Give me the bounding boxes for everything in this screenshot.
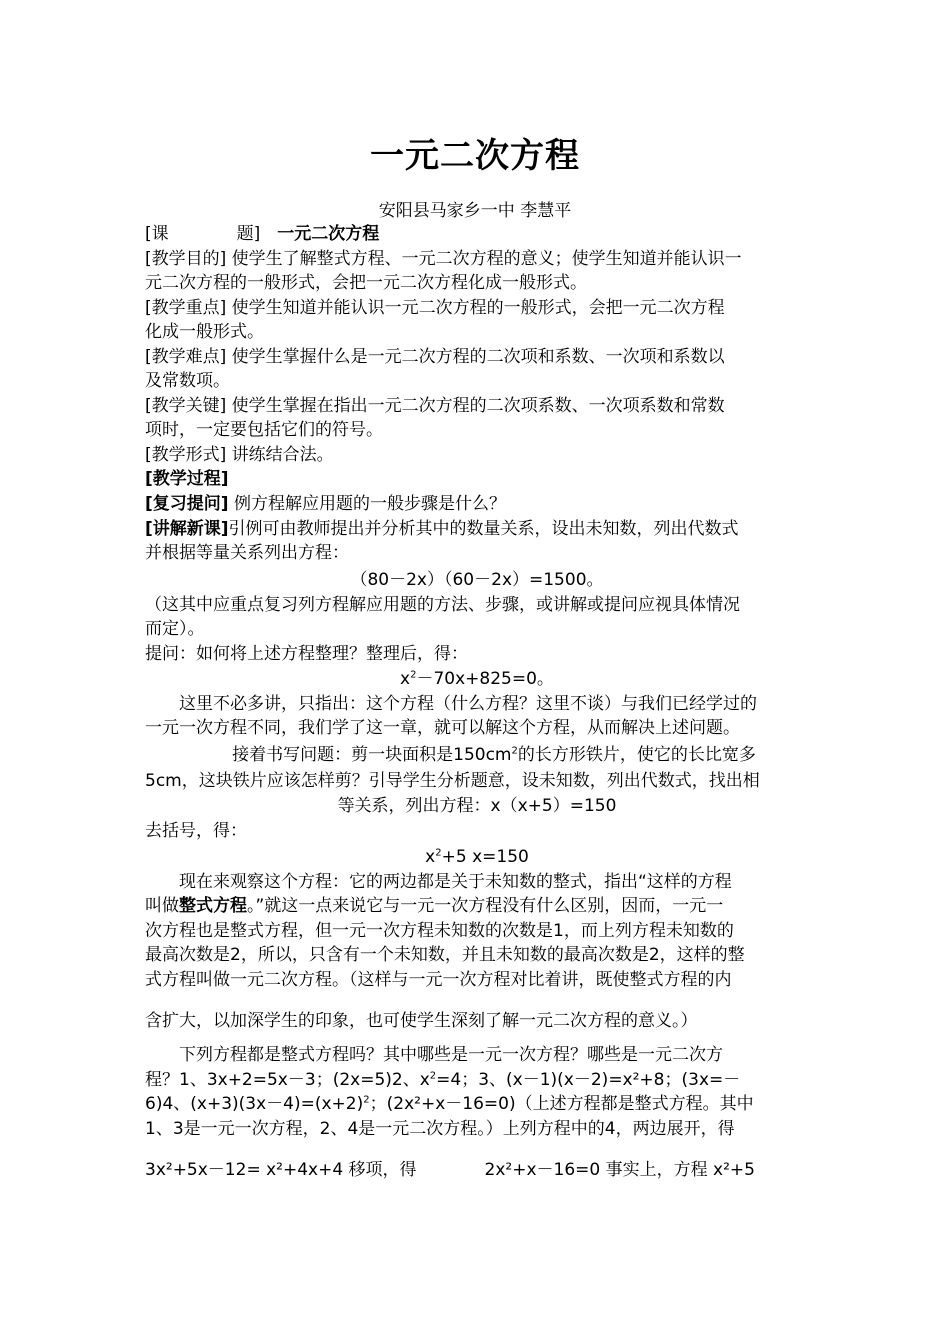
text-line <box>145 716 809 740</box>
text-span: 2 <box>511 745 518 757</box>
text-line <box>145 919 809 943</box>
text-span: 最高次数是2，所以，只含有一个未知数，并且未知数的最高次数是2，这样的整 <box>145 945 745 965</box>
text-line <box>145 667 809 691</box>
text-line <box>145 968 809 992</box>
text-span: 而定）。 <box>145 619 205 639</box>
text-line <box>145 943 809 967</box>
text-span: 元二次方程的一般形式，会把一元二次方程化成一般形式。 <box>145 273 587 293</box>
text-line <box>145 845 809 869</box>
text-span: 2 <box>435 847 442 859</box>
text-line <box>145 794 809 818</box>
text-span: 含扩大，以加深学生的印象，也可使学生深刻了解一元二次方程的意义。） <box>145 1011 698 1031</box>
text-span: 化成一般形式。 <box>145 322 264 342</box>
text-line <box>145 443 809 467</box>
text-line <box>145 1009 809 1033</box>
text-span: 3x²+5x－12= x²+4x+4 移项，得 2x²+x－16=0 事实上，方程 x²+5 <box>145 1160 755 1180</box>
text-span: 接着书写问题：剪一块面积是150cm <box>198 745 512 765</box>
text-span: [复习提问] <box>145 494 229 514</box>
text-span: （80－2x）（60－2x）=1500。 <box>350 570 604 590</box>
text-span: 叫做 <box>145 896 179 916</box>
text-line <box>145 1092 809 1116</box>
text-span: 及常数项。 <box>145 371 230 391</box>
text-line <box>145 568 809 592</box>
text-line <box>145 1158 809 1182</box>
text-span: 式方程叫做一元二次方程。（这样与一元一次方程对比着讲，既使整式方程的内 <box>145 970 732 990</box>
text-span: 1、3是一元一次方程，2、4是一元二次方程。）上列方程中的4，两边展开，得 <box>145 1119 735 1139</box>
text-line <box>145 769 809 793</box>
text-span: [教学难点] 使学生掌握什么是一元二次方程的二次项和系数、一次项和系数以 <box>145 347 725 367</box>
text-span: 一元一次方程不同，我们学了这一章，就可以解这个方程，从而解决上述问题。 <box>145 718 740 738</box>
text-span: ；(2x²+x－16=0)（上述方程都是整式方程。其中 <box>369 1094 754 1114</box>
text-line <box>145 467 809 491</box>
text-span: 整式方程 <box>179 896 247 916</box>
text-span: [课 题] <box>145 224 278 244</box>
text-span: [讲解新课] <box>145 519 229 539</box>
text-span: 2 <box>429 1070 437 1082</box>
text-span: [教学重点] 使学生知道并能认识一元二次方程的一般形式，会把一元二次方程 <box>145 298 725 318</box>
text-span: [教学关键] 使学生掌握在指出一元二次方程的二次项系数、一次项系数和常数 <box>145 396 725 416</box>
text-line <box>145 1043 809 1067</box>
text-line <box>145 271 809 295</box>
text-span: 6)4、(x+3)(3x－4)=(x+2) <box>145 1094 364 1114</box>
text-span: 程？1、3x+2=5x－3；(2x=5)2、x <box>145 1070 430 1090</box>
text-line <box>145 894 809 918</box>
text-span: 例方程解应用题的一般步骤是什么？ <box>228 494 506 514</box>
text-span: 次方程也是整式方程，但一元一次方程未知数的次数是1，而上列方程未知数的 <box>145 921 734 941</box>
text-line <box>145 247 809 271</box>
text-line <box>145 296 809 320</box>
text-span: x <box>400 669 411 689</box>
text-span: [教学形式] 讲练结合法。 <box>145 445 334 465</box>
text-line <box>145 1117 809 1141</box>
text-span: 项时，一定要包括它们的符号。 <box>145 420 383 440</box>
text-line <box>145 617 809 641</box>
text-span: 的长方形铁片，使它的长比宽多 <box>517 745 756 765</box>
text-span: 并根据等量关系列出方程： <box>145 543 349 563</box>
text-span: 这里不必多讲，只指出：这个方程（什么方程？这里不谈）与我们已经学过的 <box>145 694 757 714</box>
text-line <box>145 541 809 565</box>
text-span: [教学目的] 使学生了解整式方程、一元二次方程的意义；使学生知道并能认识一 <box>145 249 742 269</box>
author-line: 安阳县马家乡一中 李慧平 <box>378 201 572 221</box>
text-span: x <box>425 847 436 867</box>
text-span: 现在来观察这个方程：它的两边都是关于未知数的整式，指出“这样的方程 <box>145 872 732 892</box>
text-span: 等关系，列出方程：x（x+5）=150 <box>337 796 617 816</box>
text-span: 提问：如何将上述方程整理？整理后，得： <box>145 644 468 664</box>
text-line <box>145 222 809 246</box>
text-line <box>145 320 809 344</box>
text-span: 下列方程都是整式方程吗？其中哪些是一元一次方程？哪些是一元二次方 <box>145 1045 723 1065</box>
text-span: （这其中应重点复习列方程解应用题的方法、步骤，或讲解或提问应视具体情况 <box>145 595 740 615</box>
text-span: 5cm，这块铁片应该怎样剪？引导学生分析题意，设未知数，列出代数式，找出相 <box>145 771 760 791</box>
document-title: 一元二次方程 <box>370 136 580 176</box>
text-span: 一元二次方程 <box>277 224 380 244</box>
text-line <box>145 819 809 843</box>
text-line <box>145 593 809 617</box>
text-span: +5 x=150 <box>441 847 529 867</box>
text-span: =4；3、(x－1)(x－2)=x²+8；(3x=－ <box>436 1070 741 1090</box>
text-line <box>145 418 809 442</box>
text-span: 2 <box>410 669 417 681</box>
text-line <box>145 870 809 894</box>
text-line <box>145 394 809 418</box>
text-span: 。”就这一点来说它与一元一次方程没有什么区别，因而，一元一 <box>247 896 724 916</box>
text-span: 引例可由教师提出并分析其中的数量关系，设出未知数，列出代数式 <box>228 519 739 539</box>
text-line <box>145 517 809 541</box>
text-line <box>145 642 809 666</box>
text-line <box>145 692 809 716</box>
text-line <box>145 345 809 369</box>
text-line <box>145 1068 809 1092</box>
text-line <box>145 743 809 767</box>
text-span: [教学过程] <box>145 469 229 489</box>
text-span: 去括号，得： <box>145 821 247 841</box>
text-span: －70x+825=0。 <box>416 669 554 689</box>
text-span: 2 <box>363 1094 370 1106</box>
text-line <box>145 369 809 393</box>
text-line <box>145 492 809 516</box>
